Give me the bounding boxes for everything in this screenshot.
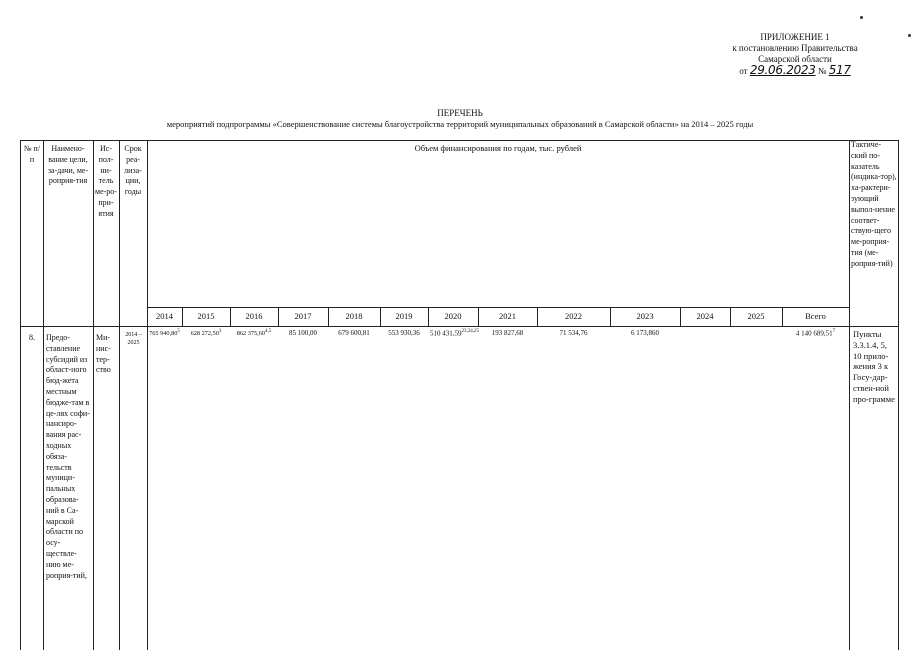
funding-value: 510 431,59$^{23,24,25}$: [430, 329, 479, 338]
year-header: 2025: [747, 311, 765, 321]
funding-value: 553 930,36: [388, 329, 420, 337]
funding-value: 71 534,76: [559, 329, 588, 337]
appendix-line3: Самарской области: [758, 54, 832, 64]
table-vertical-line: [20, 140, 21, 650]
footnote-ref: 5: [177, 329, 180, 334]
year-header: 2021: [499, 311, 516, 321]
year-header: Всего: [805, 311, 826, 321]
row-executor: Ми-нис-тер-ство: [96, 333, 111, 375]
handwritten-number: 517: [828, 63, 851, 77]
col-header-financing: Объем финансирования по годам, тыс. рублей: [414, 143, 582, 153]
year-header: 2020: [444, 311, 462, 321]
year-header: 2016: [245, 311, 263, 321]
appendix-date-line: от 29.06.2023 № 517: [739, 63, 851, 77]
year-divider: [849, 307, 850, 326]
appendix-label: ПРИЛОЖЕНИЕ 1: [760, 32, 830, 42]
funding-value: 628 272,50$^3$: [190, 329, 222, 338]
funding-value: 193 827,68: [491, 329, 524, 337]
table-vertical-line: [898, 140, 899, 650]
row-name: Предо-ставление субсидий из област-ного бюд-жета местным бюдже-там в це-лях софи-нансиро-вания рас-ходных обяза-тельств муници-пальных образова-ний в Са-марской области по осу-ществле-нию ме-роприя-тий,: [46, 333, 90, 580]
appendix-header: [700, 32, 890, 77]
funding-value: 4 140 689,51$^7$: [795, 329, 836, 338]
table-vertical-line: [119, 140, 120, 650]
year-header: 2023: [636, 311, 654, 321]
row-number: 8.: [29, 333, 35, 342]
col-header-executor: Ис-пол-ни-тель ме-ро-при-ятия: [95, 144, 117, 218]
col-header-name: Наимено-вание цели, за-дачи, ме-роприя-тия: [47, 144, 89, 186]
handwritten-date: 29.06.2023: [749, 63, 816, 77]
footnote-ref: 23,24,25: [461, 329, 479, 334]
year-header: 2015: [197, 311, 215, 321]
table-vertical-line: [147, 140, 148, 650]
funding-value: 862 375,60$^{4,5}$: [236, 329, 272, 338]
table-vertical-line: [43, 140, 44, 650]
col-header-term: Срок реа-лиза-ции, годы: [124, 144, 142, 197]
scan-speck: [860, 16, 863, 19]
footnote-ref: 3: [218, 329, 222, 334]
funding-value: 85 100,00: [289, 329, 317, 337]
year-header: 2018: [345, 311, 363, 321]
document-title: [80, 108, 840, 130]
year-header: 2017: [294, 311, 312, 321]
year-header: 2024: [696, 311, 714, 321]
table-horizontal-line: [147, 307, 849, 308]
year-header: 2022: [565, 311, 582, 321]
funding-value: 6 173,860: [631, 329, 659, 337]
row-term: 2014 – 2025: [125, 332, 142, 346]
title-line1: ПЕРЕЧЕНЬ: [437, 108, 483, 118]
footnote-ref: 4,5: [265, 329, 272, 334]
table-horizontal-line: [20, 140, 898, 141]
row-indicator: Пункты 3.3.1.4, 5, 10 прило-жения 3 к Госу-дар-ствен-ной про-грамме: [853, 329, 895, 404]
title-line2: мероприятий подпрограммы «Совершенствование системы благоустройства территорий муниципальных образований в Самарской области» на 2014 – 2025 годы: [166, 119, 754, 129]
footnote-ref: 7: [832, 329, 836, 334]
scan-speck: [908, 34, 911, 37]
appendix-line2: к постановлению Правительства: [732, 43, 858, 53]
funding-value: 679 600,81: [338, 329, 370, 337]
year-header: 2014: [156, 311, 173, 321]
funding-value: 765 940,80$^5$: [149, 329, 180, 338]
year-header: 2019: [395, 311, 413, 321]
col-header-indicator: Тактиче-ский по-казатель (индика-тор), ха-рактери-зующий выпол-нение соответ-ствую-щего ме-роприя-тия (ме-роприя-тий): [851, 140, 897, 268]
col-header-number: № п/п: [23, 144, 41, 164]
table-horizontal-line: [20, 326, 898, 327]
table-vertical-line: [849, 140, 850, 650]
